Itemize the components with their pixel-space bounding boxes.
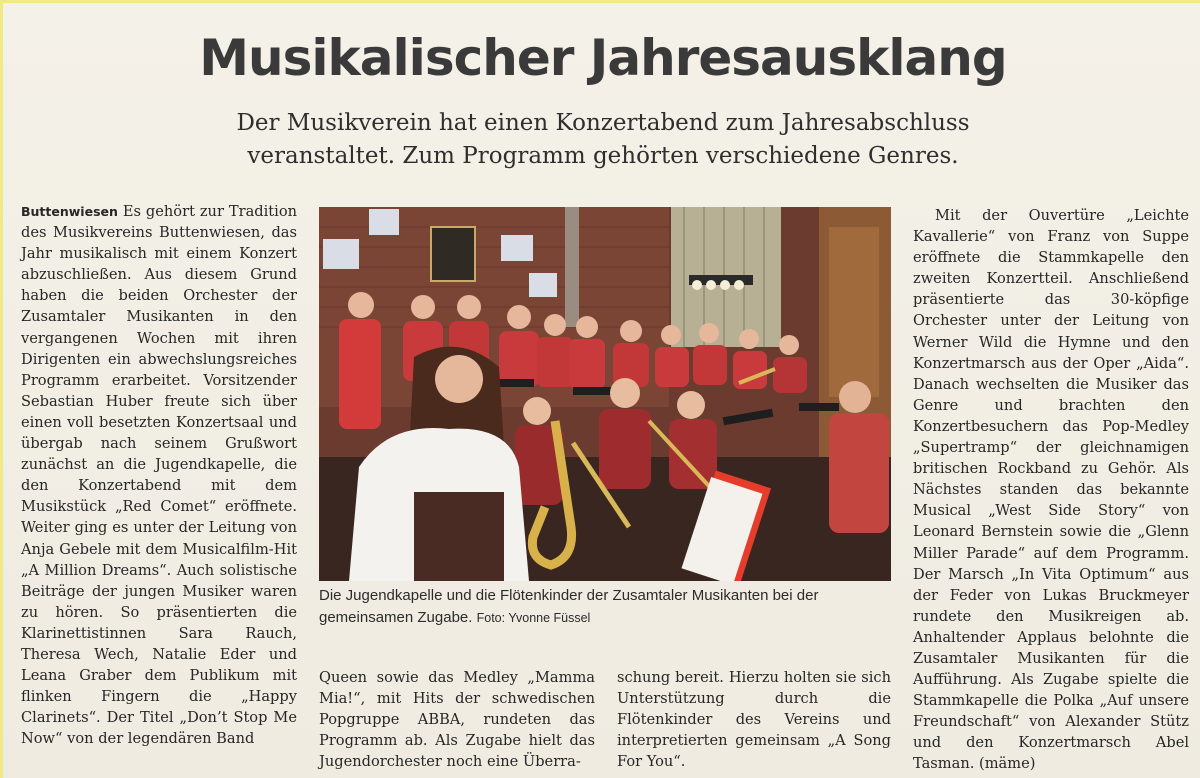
column-1-paragraph: [21, 201, 297, 749]
column-3-text: schung bereit. Hierzu holten sie sich Unterstützung durch die Flötenkinder des Vereins und interpretierten gemeinsam „A Song For You“.: [617, 669, 891, 771]
article-column-3: [617, 667, 891, 772]
subheadline-line-2: veranstaltet. Zum Programm gehörten verschiedene Genres.: [247, 143, 959, 169]
column-1-text: Es gehört zur Tradition des Musikvereins Buttenwiesen, das Jahr musikalisch mit einem Konzert abzuschließen. Aus diesem Grund haben die beiden Orchester der Zusamtaler Musikanten in den vergangenen Wochen mit ihren Dirigenten ein abwechslungsreiches Programm erarbeitet. Vorsitzender Sebastian Huber freute sich über einen voll besetzten Konzertsaal und übergab nach seinem Grußwort zunächst an die Jugendkapelle, die den Konzertabend mit dem Musikstück „Red Comet“ eröffnete. Weiter ging es unter der Leitung von Anja Gebele mit dem Musicalfilm-Hit „A Million Dreams“. Auch solistische Beiträge der jungen Musiker waren zu hören. So präsentierten die Klarinettistinnen Sara Rauch, Theresa Wech, Natalie Eder und Leana Graber dem Publikum mit flinken Fingern die „Happy Clarinets“. Der Titel „Don’t Stop Me Now“ von der legendären Band: [21, 203, 298, 748]
article-headline: Musikalischer Jahresausklang: [199, 29, 1007, 87]
photo-caption: [319, 585, 895, 629]
dateline: Buttenwiesen: [21, 204, 118, 219]
article-photo: [319, 207, 891, 581]
column-4-text: Mit der Ouvertüre „Leichte Kavallerie“ von Franz von Suppe eröffnete die Stammkapelle den zweiten Konzertteil. Anschließend präsentierte das 30-köpfige Orchester unter der Leitung von Werner Wild die Hymne und den Konzertmarsch aus der Oper „Aida“. Danach wechselten die Musiker das Genre und brachten den Konzertbesuchern das Pop-Medley „Supertramp“ der gleichnamigen britischen Rockband zu Gehör. Als Nächstes standen das bekannte Musical „West Side Story“ von Leonard Bernstein sowie die „Glenn Miller Parade“ auf dem Programm. Der Marsch „In Vita Optimum“ aus der Feder von Lukas Bruckmeyer rundete den Musikreigen ab. Anhaltender Applaus belohnte die Zusamtaler Musikanten für die Aufführung. Als Zugabe spielte die Stammkapelle die Polka „Auf unsere Freundschaft“ von Alexander Stütz und den Konzertmarsch Abel Tasman. (mäme): [913, 207, 1189, 773]
caption-text: Die Jugendkapelle und die Flötenkinder der Zusamtaler Musikanten bei der gemeinsamen Zugabe.: [319, 587, 819, 626]
photo-credit: Foto: Yvonne Füssel: [476, 611, 591, 625]
subheadline-line-1: Der Musikverein hat einen Konzertabend zum Jahresabschluss: [236, 110, 970, 136]
article-column-4: [913, 205, 1189, 775]
column-2-text: Queen sowie das Medley „Mamma Mia!“, mit Hits der schwedischen Popgruppe ABBA, rundeten das Programm ab. Als Zugabe hielt das Jugendorchester noch eine Überra-: [319, 669, 595, 771]
article-column-2: [319, 667, 595, 772]
article-subheadline: [153, 107, 1053, 173]
article-column-1: [21, 201, 297, 749]
orchestra-photo-illustration: [319, 207, 891, 581]
